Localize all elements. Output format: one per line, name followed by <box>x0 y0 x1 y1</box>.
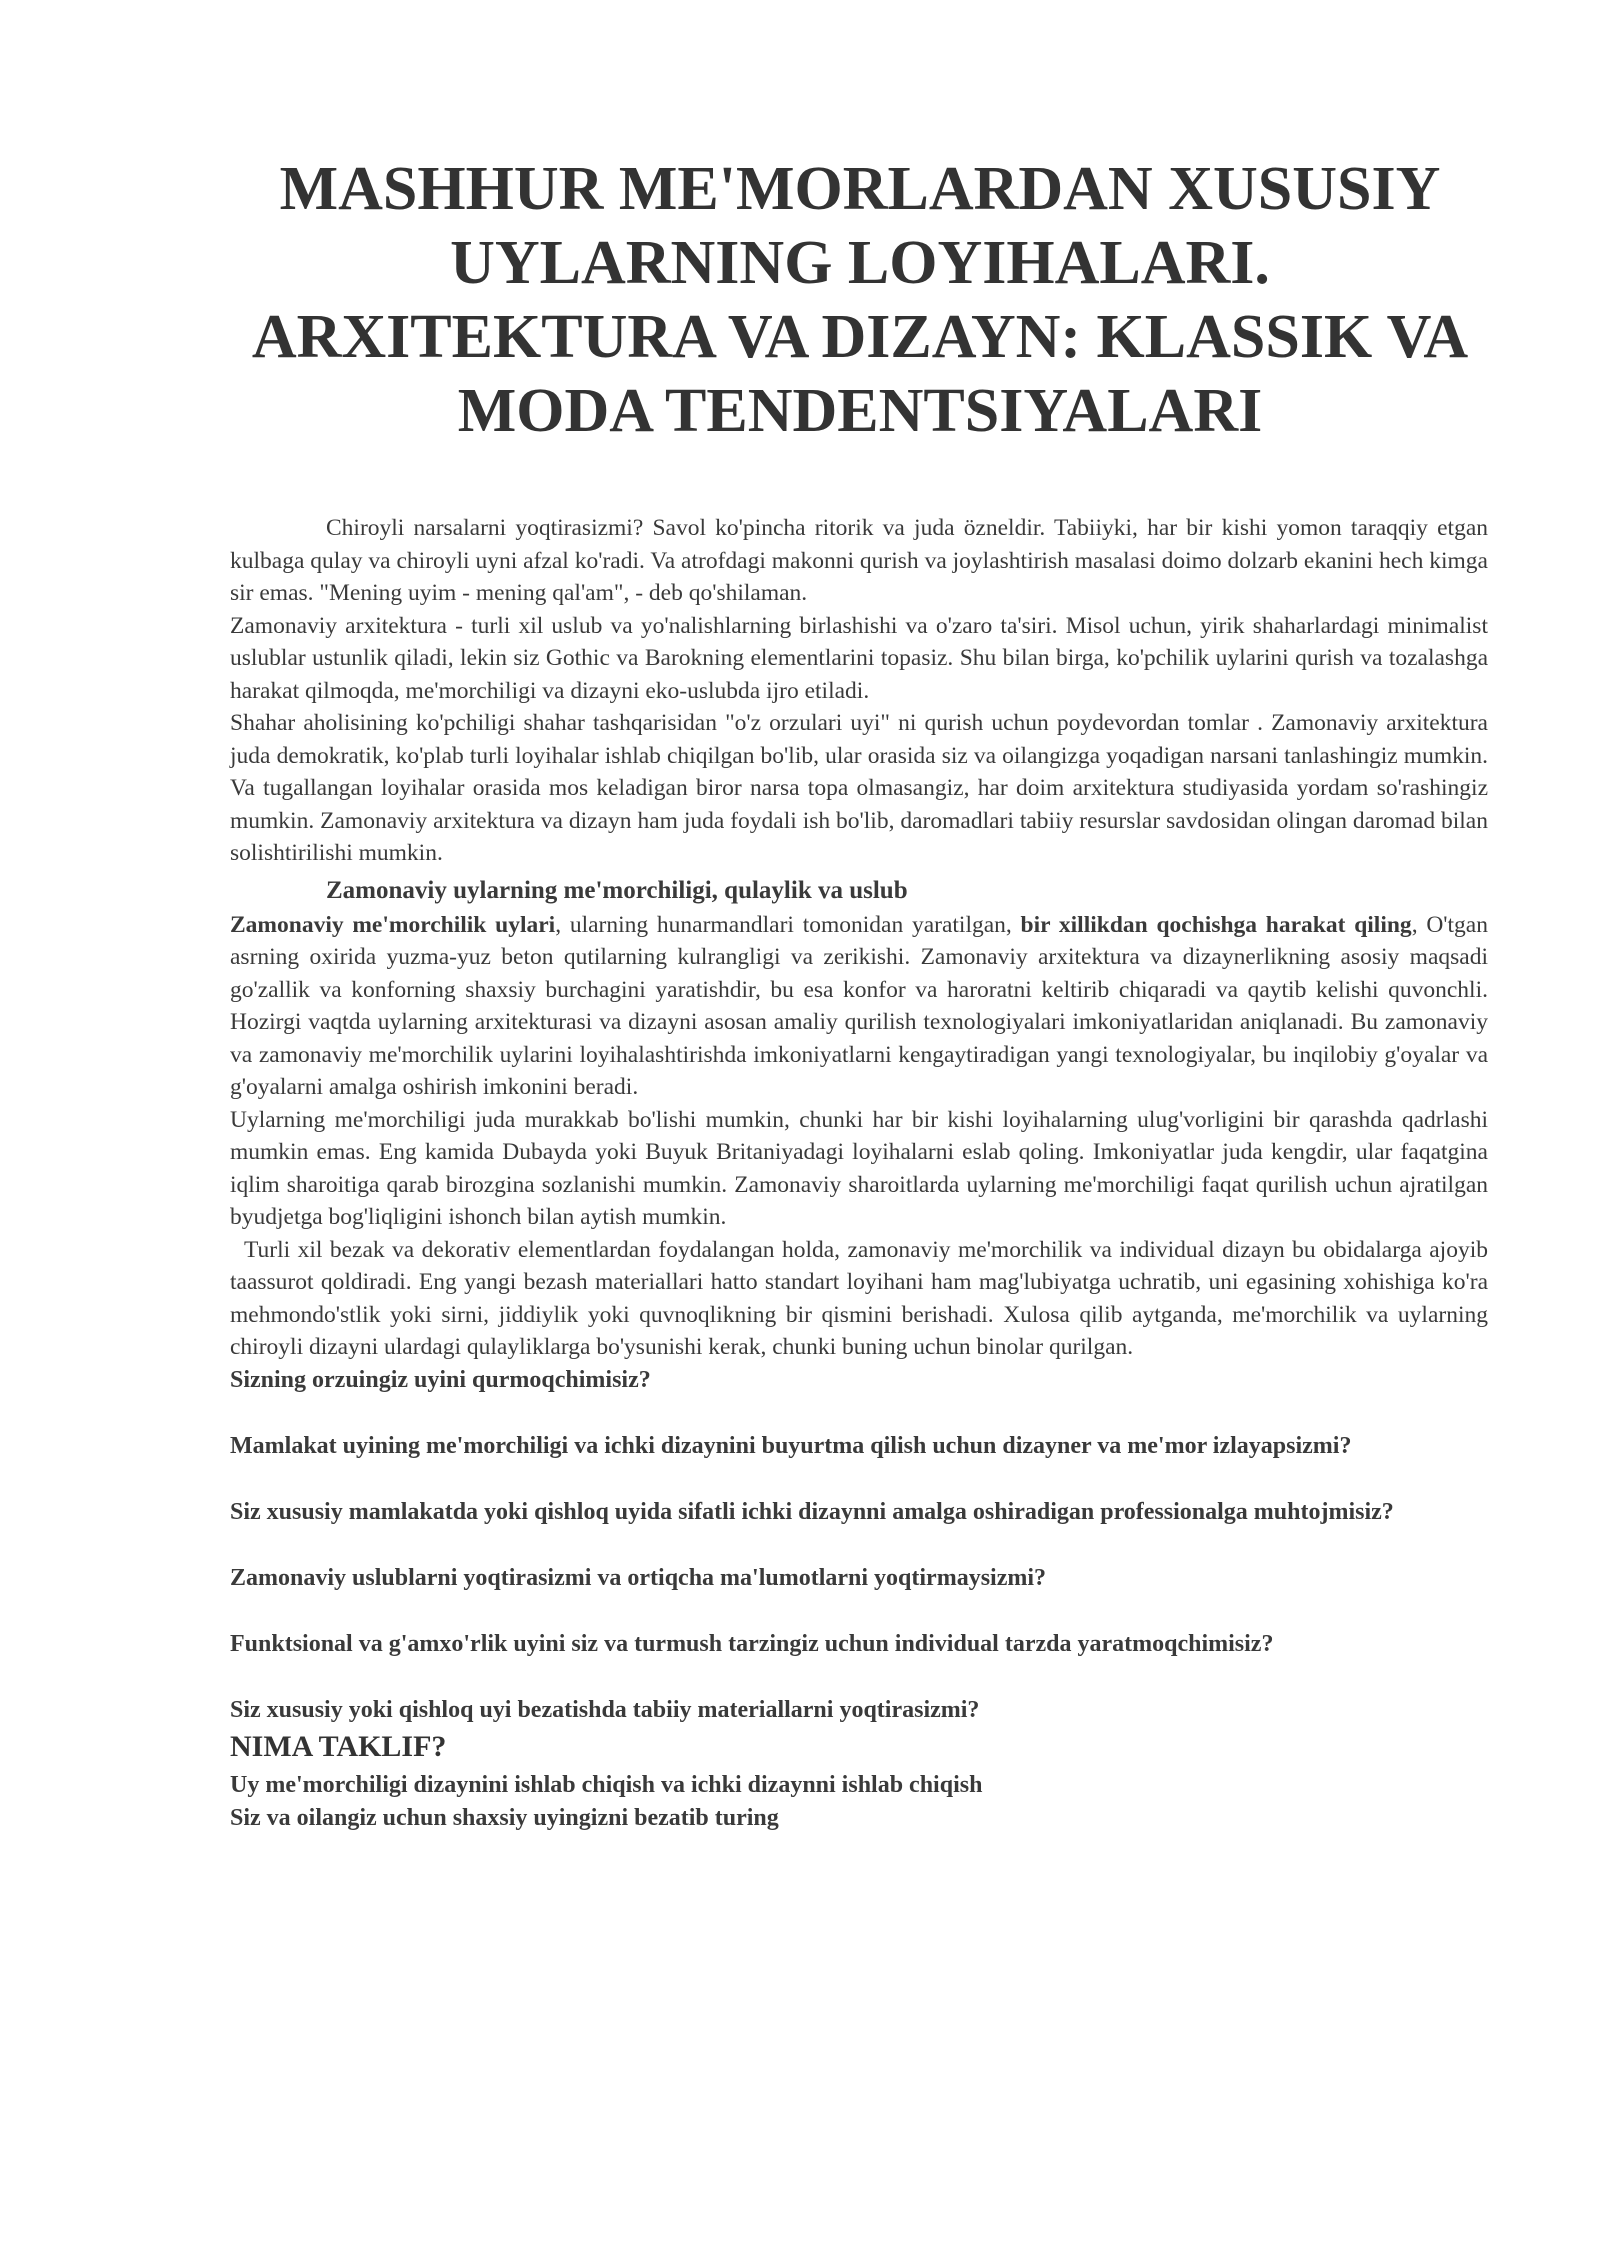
paragraph-complex-architecture: Uylarning me'morchiligi juda murakkab bo'lishi mumkin, chunki har bir kishi loyihalarning ulug'vorligini bir qarashda qadrlashi mumkin emas. Eng kamida Dubayda yoki Buyuk Britaniyadagi loyihalarni eslab qoling. Imkoniyatlar juda kengdir, ular faqatgina iqlim sharoitiga qarab birozgina sozlanishi mumkin. Zamonaviy sharoitlarda uylarning me'morchiligi faqat qurilish uchun ajratilgan byudjetga bog'liqligini ishonch bilan aytish mumkin. <box>230 1106 1488 1230</box>
paragraph-intro: Chiroyli narsalarni yoqtirasizmi? Savol ko'pincha ritorik va juda özneldir. Tabiiyki, har bir kishi yomon taraqqiy etgan kulbaga qulay va chiroyli uyni afzal ko'radi. Va atrofdagi makonni qurish va joylashtirish masalasi doimo dolzarb ekanini hech kimga sir emas. "Mening uyim - mening qal'am", - deb qo'shilaman. <box>230 515 1488 606</box>
text-fragment: , O'tgan asrning oxirida yuzma-yuz beton qutilarning kulrangligi va zerikishi. Zamonaviy arxitektura va dizaynerlikning asosiy maqsadi go'zallik va konforning shaxsiy burchagini yaratishdir, bu esa konfor va haroratni keltirib chiqaradi va qaytib kelishi quvonchli. Hozirgi vaqtda uylarning arxitekturasi va dizayni asosan amaliy qurilish texnologiyalari imkoniyatlaridan aniqlanadi. Bu zamonaviy va zamonaviy me'morchilik uylarini loyihalashtirishda imkoniyatlarni kengaytiradigan yangi texnologiyalar, bu inqilobiy g'oyalar va g'oyalarni amalga oshirish imkonini beradi. <box>230 911 1488 1100</box>
spacer <box>230 1529 1488 1562</box>
paragraph-modern-architecture: Zamonaviy arxitektura - turli xil uslub va yo'nalishlarning birlashishi va o'zaro ta'siri. Misol uchun, yirik shaharlardagi minimalist uslublar ustunlik qiladi, lekin siz Gothic va Barokning elementlarini topasiz. Shu bilan birga, ko'pchilik uylarini qurish va tozalashga harakat qilmoqda, me'morchiligi va dizayni eko-uslubda ijro etiladi. <box>230 612 1488 704</box>
question-dream-house: Sizning orzuingiz uyini qurmoqchimisiz? <box>230 1366 651 1393</box>
text-fragment: , ularning hunarmandlari tomonidan yaratilgan, <box>555 911 1021 938</box>
question-designer-search: Mamlakat uyining me'morchiligi va ichki dizaynini buyurtma qilish uchun dizayner va me'mor izlayapsizmi? <box>230 1432 1352 1459</box>
offer-item: Uy me'morchiligi dizaynini ishlab chiqish va ichki dizaynni ishlab chiqish <box>230 1771 983 1798</box>
spacer <box>230 1463 1488 1496</box>
question-natural-materials: Siz xususiy yoki qishloq uyi bezatishda tabiiy materiallarni yoqtirasizmi? <box>230 1696 980 1723</box>
question-modern-styles: Zamonaviy uslublarni yoqtirasizmi va ortiqcha ma'lumotlarni yoqtirmaysizmi? <box>230 1564 1047 1591</box>
paragraph-decor: Turli xil bezak va dekorativ elementlardan foydalangan holda, zamonaviy me'morchilik va individual dizayn bu obidalarga ajoyib taassurot qoldiradi. Eng yangi bezash materiallari hatto standart loyihani ham mag'lubiyatga uchratib, uni egasining xohishiga ko'ra mehmondo'stlik yoki sirni, jiddiylik yoki quvnoqlikning bir qismini berishadi. Xulosa qilib aytganda, me'morchilik va uylarning chiroyli dizayni ulardagi qulayliklarga bo'ysunishi kerak, chunki buning uchun binolar qurilgan. <box>230 1236 1488 1360</box>
spacer <box>230 1661 1488 1694</box>
bold-phrase-avoid-uniformity: bir xillikdan qochishga harakat qiling <box>1020 911 1412 938</box>
question-professional: Siz xususiy mamlakatda yoki qishloq uyida sifatli ichki dizaynni amalga oshiradigan professionalga muhtojmisiz? <box>230 1498 1394 1525</box>
page-title: MASHHUR ME'MORLARDAN XUSUSIY UYLARNING LOYIHALARI. ARXITEKTURA VA DIZAYN: KLASSIK VA MODA TENDENTSIYALARI <box>251 155 1469 445</box>
paragraph-modern-houses <box>230 909 1488 1104</box>
section-subheading: Zamonaviy uylarning me'morchiligi, qulaylik va uslub <box>326 876 908 904</box>
paragraph-city-residents: Shahar aholisining ko'pchiligi shahar tashqarisidan "o'z orzulari uyi" ni qurish uchun poydevordan tomlar . Zamonaviy arxitektura juda demokratik, ko'plab turli loyihalar ishlab chiqilgan bo'lib, ular orasida siz va oilangizga yoqadigan narsani tanlashingiz mumkin. Va tugallangan loyihalar orasida mos keladigan biror narsa topa olmasangiz, har doim arxitektura studiyasida yordam so'rashingiz mumkin. Zamonaviy arxitektura va dizayn ham juda foydali ish bo'lib, daromadlari tabiiy resurslar savdosidan olingan daromad bilan solishtirilishi mumkin. <box>230 710 1488 866</box>
document-body <box>230 512 1488 1835</box>
spacer <box>230 1595 1488 1628</box>
bold-phrase-modern-houses: Zamonaviy me'morchilik uylari <box>230 911 556 938</box>
offer-item: Siz va oilangiz uchun shaxsiy uyingizni bezatib turing <box>230 1804 779 1831</box>
question-functional-home: Funktsional va g'amxo'rlik uyini siz va turmush tarzingiz uchun individual tarzda yaratmoqchimisiz? <box>230 1630 1274 1657</box>
offer-heading: NIMA TAKLIF? <box>230 1729 447 1763</box>
spacer <box>230 1397 1488 1430</box>
